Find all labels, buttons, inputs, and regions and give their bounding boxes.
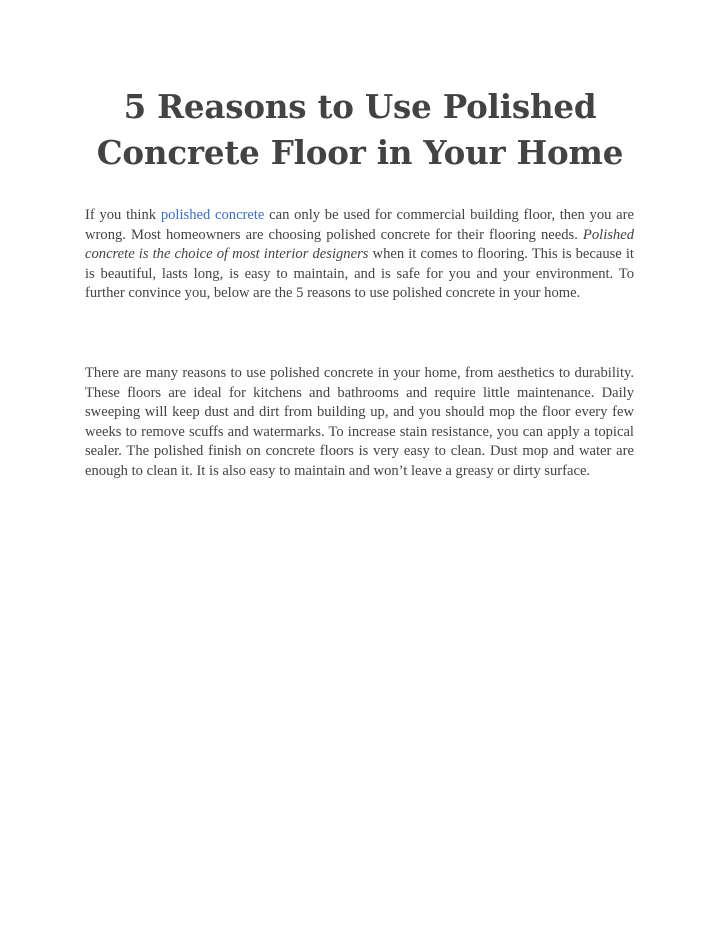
reasons-paragraph: There are many reasons to use polished concrete in your home, from aesthetics to durability. These floors are ideal for kitchens and bathrooms and require little maintenance. Daily sweeping will keep dust and dirt from building up, and you should mop the floor every few weeks to remove scuffs and watermarks. To increase stain resistance, you can apply a topical sealer. The polished finish on concrete floors is very easy to clean. Dust mop and water are enough to clean it. It is also easy to maintain and won’t leave a greasy or dirty surface. bbox=[85, 365, 634, 479]
intro-text-middle: can only be used for commercial building floor, then you are wrong. Most homeowners are choosing polished concrete for their flooring needs. bbox=[85, 207, 634, 243]
document-title: 5 Reasons to Use Polished Concrete Floor in Your Home bbox=[96, 87, 624, 172]
intro-text-end: when it comes to flooring. This is because it is beautiful, lasts long, is easy to maintain, and is safe for you and your environment. To further convince you, below are the 5 reasons to use polished concrete in your home. bbox=[85, 246, 634, 301]
intro-paragraph bbox=[85, 206, 634, 304]
polished-concrete-link[interactable]: polished concrete bbox=[160, 207, 265, 223]
intro-italic-text: Polished concrete is the choice of most interior designers bbox=[85, 226, 634, 262]
intro-text-start: If you think bbox=[85, 207, 161, 223]
